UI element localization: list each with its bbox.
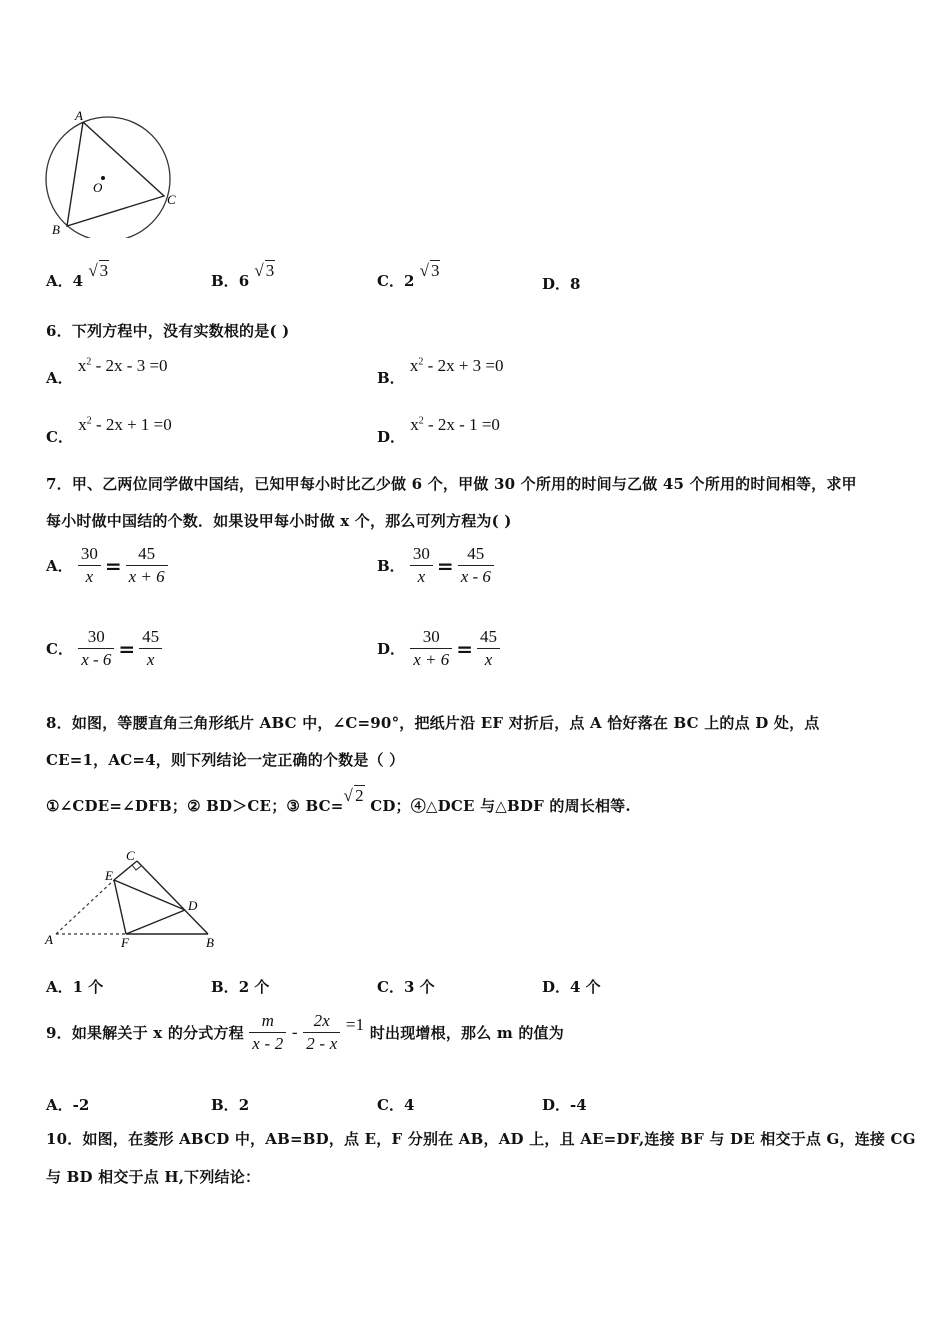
q9-option-b: B．2 [211, 1096, 250, 1114]
q6-option-c: C． $x^2 - 2x + 1 =0$ [46, 415, 172, 446]
q5-option-b: B．6 √ 3 [211, 261, 275, 290]
q6-stem: 6．下列方程中，没有实数根的是( ) [46, 322, 290, 340]
point-o-label: O [93, 180, 103, 195]
point-a-label: A [45, 932, 53, 947]
q9-stem: 9．如果解关于 x 的分式方程 $\frac{m}{x - 2}$ - $\frac{2x}{2 - x}$ =1 时出现增根，那么 m 的值为 [46, 1011, 564, 1053]
point-d-label: D [188, 898, 198, 913]
point-e-label: E [105, 868, 113, 883]
q9-option-d: D．-4 [542, 1096, 587, 1114]
point-f-label: F [121, 935, 129, 950]
point-c-label: C [126, 848, 135, 863]
q6-option-b: B． $x^2 - 2x + 3 =0$ [377, 356, 504, 387]
q6-option-d: D． $x^2 - 2x - 1 =0$ [377, 415, 500, 446]
q5-option-d: D．8 [542, 275, 581, 293]
q7-option-a: A． $\frac{30}{x}$ = $\frac{45}{x + 6}$ [46, 543, 168, 588]
circle-triangle-figure [40, 106, 185, 238]
q7-stem-line2: 每小时做中国结的个数．如果设甲每小时做 x 个，那么可列方程为( ) [46, 512, 512, 530]
q8-stem-line1: 8．如图，等腰直角三角形纸片 ABC 中，∠C=90°，把纸片沿 EF 对折后，点 A 恰好落在 BC 上的点 D 处，点 [46, 714, 820, 732]
q5-option-c: C．2 √ 3 [377, 261, 440, 290]
point-b-label: B [206, 935, 214, 950]
point-c-label: C [167, 192, 176, 207]
q8-option-a: A．1 个 [46, 978, 104, 996]
q8-statements: ①∠CDE=∠DFB；② BD＞CE；③ BC=√ 2 CD；④△DCE 与△BDF 的周长相等. [46, 786, 631, 815]
q8-stem-line2: CE=1，AC=4，则下列结论一定正确的个数是（ ） [46, 751, 405, 769]
q9-option-c: C．4 [377, 1096, 415, 1114]
q7-option-b: B． $\frac{30}{x}$ = $\frac{45}{x - 6}$ [377, 543, 494, 588]
point-a-label: A [75, 108, 83, 123]
q5-option-a: A．4 √ 3 [46, 261, 109, 290]
q8-option-d: D．4 个 [542, 978, 601, 996]
q7-option-c: C． $\frac{30}{x - 6}$ = $\frac{45}{x}$ [46, 626, 162, 671]
q7-stem-line1: 7．甲、乙两位同学做中国结，已知甲每小时比乙少做 6 个，甲做 30 个所用的时间与乙做 45 个所用的时间相等，求甲 [46, 475, 857, 493]
q8-option-c: C．3 个 [377, 978, 435, 996]
folded-triangle-figure [42, 846, 224, 954]
q10-stem-line2: 与 BD 相交于点 H,下列结论： [46, 1168, 261, 1186]
q6-option-a: A． $x^2 - 2x - 3 =0$ [46, 356, 168, 387]
q9-option-a: A．-2 [46, 1096, 90, 1114]
q10-stem-line1: 10．如图，在菱形 ABCD 中，AB=BD，点 E，F 分别在 AB，AD 上，且 AE=DF,连接 BF 与 DE 相交于点 G，连接 CG [46, 1130, 916, 1148]
point-b-label: B [52, 222, 60, 237]
q7-option-d: D． $\frac{30}{x + 6}$ = $\frac{45}{x}$ [377, 626, 500, 671]
q8-option-b: B．2 个 [211, 978, 270, 996]
